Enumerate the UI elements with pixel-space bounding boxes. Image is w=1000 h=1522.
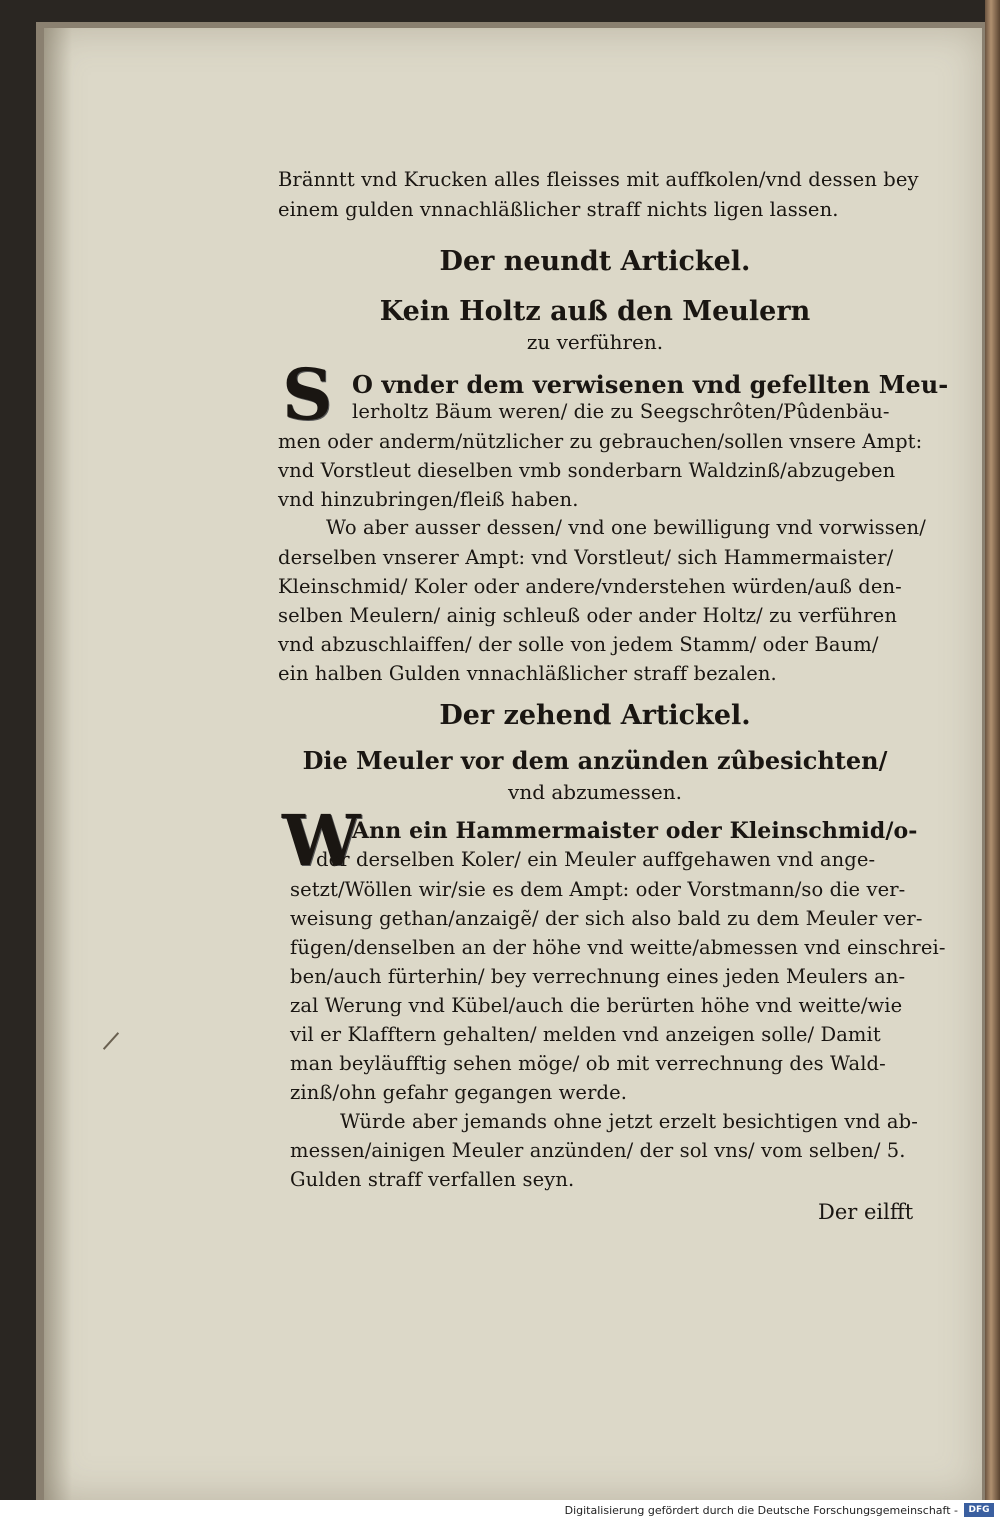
text-line: Würde aber jemands ohne jetzt erzelt besichtigen vnd ab- [340, 1110, 918, 1133]
text-line: man beyläufftig sehen möge/ ob mit verrechnung des Wald- [290, 1052, 886, 1075]
text-line: Ann ein Hammermaister oder Kleinschmid/o- [352, 818, 918, 844]
text-line: vnd hinzubringen/fleiß haben. [278, 488, 579, 511]
text-line: ben/auch fürterhin/ bey verrechnung eines jeden Meulers an- [290, 965, 906, 988]
text-line: ein halben Gulden vnnachläßlicher straff bezalen. [278, 662, 777, 685]
text-line: selben Meulern/ ainig schleuß oder ander Holtz/ zu verführen [278, 604, 897, 627]
article-heading: Der zehend Artickel. [439, 700, 751, 731]
text-line: zal Werung vnd Kübel/auch die berürten höhe vnd weitte/wie [290, 994, 903, 1017]
footer-bar [0, 1500, 1000, 1522]
article-subtitle: vnd abzumessen. [508, 780, 682, 804]
text-line: weisung gethan/anzaigẽ/ der sich also bald zu dem Meuler ver- [290, 907, 923, 930]
decorated-initial: S [282, 353, 333, 436]
page-gutter [44, 28, 72, 1500]
text-line: Bränntt vnd Krucken alles fleisses mit auffkolen/vnd dessen bey [278, 168, 919, 191]
text-line: Kleinschmid/ Koler oder andere/vnderstehen würden/auß den- [278, 575, 902, 598]
article-title: Die Meuler vor dem anzünden zûbesichten/ [302, 746, 888, 775]
text-line: einem gulden vnnachläßlicher straff nichts ligen lassen. [278, 198, 839, 221]
text-line: zinß/ohn gefahr gegangen werde. [290, 1081, 628, 1104]
catchword: Der eilfft [818, 1200, 914, 1224]
book-edge [985, 0, 1000, 1500]
text-line: Wo aber ausser dessen/ vnd one bewilligung vnd vorwissen/ [326, 516, 926, 539]
article-title: Kein Holtz auß den Meulern [379, 296, 811, 327]
text-line: messen/ainigen Meuler anzünden/ der sol vns/ vom selben/ 5. [290, 1139, 906, 1162]
text-line: men oder anderm/nützlicher zu gebrauchen/sollen vnsere Ampt: [278, 430, 923, 453]
dfg-logo: DFG [964, 1503, 994, 1517]
text-line: fügen/denselben an der höhe vnd weitte/abmessen vnd einschrei- [290, 936, 946, 959]
text-line: vnd Vorstleut dieselben vmb sonderbarn Waldzinß/abzugeben [278, 459, 896, 482]
text-line: vnd abzuschlaiffen/ der solle von jedem Stamm/ oder Baum/ [278, 633, 879, 656]
text-line: setzt/Wöllen wir/sie es dem Ampt: oder Vorstmann/so die ver- [290, 878, 906, 901]
article-heading: Der neundt Artickel. [439, 246, 751, 277]
text-line: O vnder dem verwisenen vnd gefellten Meu- [352, 370, 949, 399]
text-line: der derselben Koler/ ein Meuler auffgehawen vnd ange- [316, 848, 876, 871]
text-line: vil er Klafftern gehalten/ melden vnd anzeigen solle/ Damit [290, 1023, 881, 1046]
text-line: derselben vnserer Ampt: vnd Vorstleut/ sich Hammermaister/ [278, 546, 894, 569]
footer-credit: Digitalisierung gefördert durch die Deutsche Forschungsgemeinschaft - [564, 1504, 958, 1517]
article-subtitle: zu verführen. [526, 330, 664, 354]
text-line: lerholtz Bäum weren/ die zu Seegschrôten/Pûdenbäu- [352, 400, 890, 423]
decorated-initial: W [282, 799, 361, 882]
text-line: Gulden straff verfallen seyn. [290, 1168, 575, 1191]
